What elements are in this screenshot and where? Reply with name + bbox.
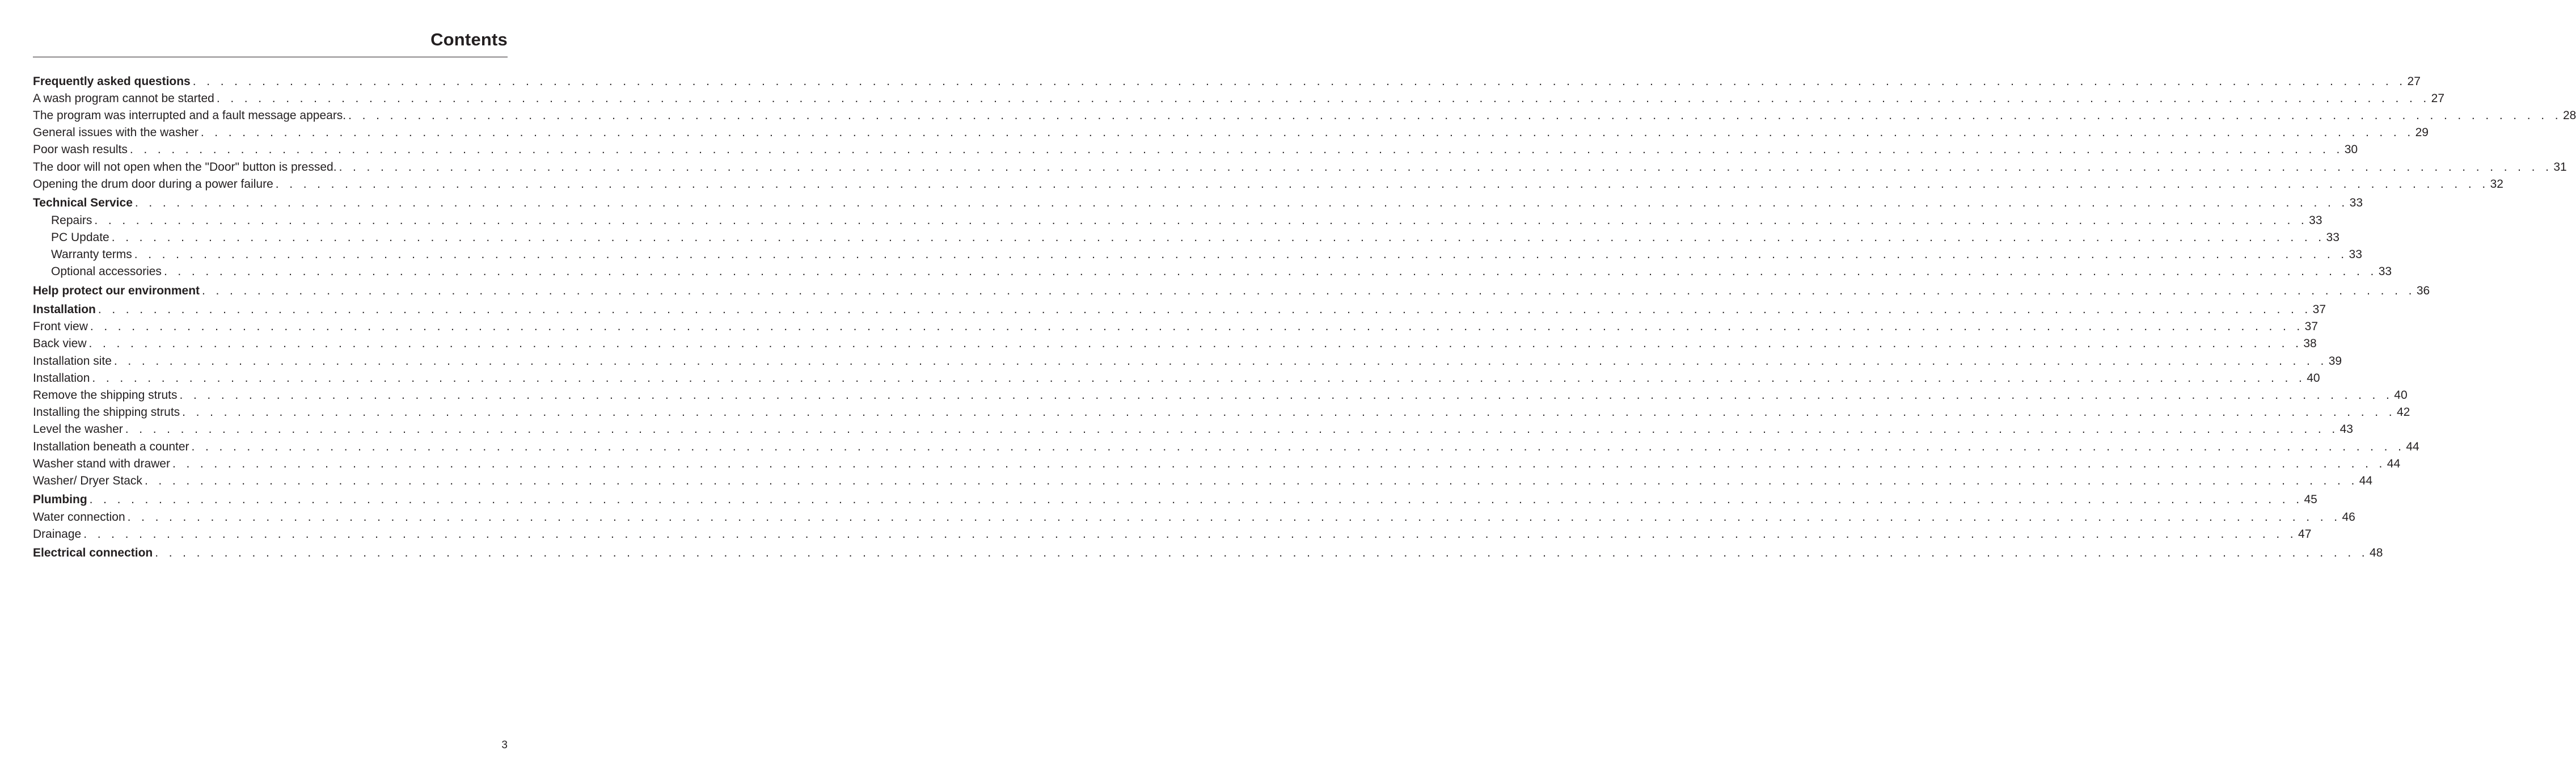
- toc-entry-page-number: 33: [2349, 248, 2362, 261]
- toc-section-entry[interactable]: [33, 301, 2326, 318]
- toc-entry-page-number: 39: [2328, 355, 2342, 368]
- toc-section-entry[interactable]: [33, 283, 2430, 300]
- toc-dot-leader: . . . . . . . . . . . . . . . . . . . . . . . . . . . . . . . . . . . . . . . . . . . . . . . . . . . . . . . . . . . . . . . . . . . . . . . . . . . . . . . . . . . . . . . . . . . . . . . . . . . . . . . . . . . . . . . . . . . . . . . . . . . . . . . . . . . . . . . . . . . . . . . . . . . . . . . . . . . . . . . .: [127, 511, 2341, 524]
- toc-entry-page-number: 42: [2396, 406, 2410, 419]
- toc-entry-label: Optional accessories: [51, 265, 162, 278]
- toc-entry-page-number: 33: [2309, 214, 2322, 227]
- toc-dot-leader: . . . . . . . . . . . . . . . . . . . . . . . . . . . . . . . . . . . . . . . . . . . . . . . . . . . . . . . . . . . . . . . . . . . . . . . . . . . . . . . . . . . . . . . . . . . . . . . . . . . . . . . . . . . . . . . . . . . . . . . . . . . . . . . . . . . . . . . . . . . . . . . . . . . . . . . . . . . . . . . .: [89, 493, 2303, 506]
- toc-entry-label: The door will not open when the "Door" button is pressed.: [33, 161, 337, 174]
- toc-entry-page-number: 27: [2407, 75, 2421, 88]
- toc-entry-page-number: 33: [2349, 196, 2363, 209]
- toc-section-entry[interactable]: [33, 545, 2383, 562]
- toc-entry-label: Repairs: [51, 214, 92, 227]
- toc-entry-label: Installation site: [33, 355, 112, 368]
- page-number: 3: [501, 739, 508, 751]
- toc-dot-leader: . . . . . . . . . . . . . . . . . . . . . . . . . . . . . . . . . . . . . . . . . . . . . . . . . . . . . . . . . . . . . . . . . . . . . . . . . . . . . . . . . . . . . . . . . . . . . . . . . . . . . . . . . . . . . . . . . . . . . . . . . . . . . . . . . . . . . . . . . . . . . . . . . . . . . . . . . . . . . . . .: [83, 528, 2298, 541]
- toc-entry-page-number: 44: [2387, 457, 2401, 470]
- toc-entry[interactable]: [33, 370, 2320, 387]
- page-title: Contents: [430, 30, 508, 49]
- toc-entry-page-number: 45: [2304, 493, 2317, 506]
- toc-dot-leader: . . . . . . . . . . . . . . . . . . . . . . . . . . . . . . . . . . . . . . . . . . . . . . . . . . . . . . . . . . . . . . . . . . . . . . . . . . . . . . . . . . . . . . . . . . . . . . . . . . . . . . . . . . . . . . . . . . . . . . . . . . . . . . . . . . . . . . . . . . . . . . . . . . . . . . . . . . . . . . . .: [339, 161, 2553, 174]
- toc-entry[interactable]: [33, 229, 2339, 246]
- toc-entry[interactable]: [33, 212, 2322, 229]
- toc-entry-label: Technical Service: [33, 196, 133, 209]
- toc-entry-label: Frequently asked questions: [33, 75, 191, 88]
- toc-entry[interactable]: [33, 353, 2342, 370]
- toc-entry[interactable]: [33, 263, 2392, 280]
- toc-entry[interactable]: [33, 246, 2362, 263]
- toc-entry-page-number: 36: [2416, 284, 2430, 297]
- toc-entry-label: The program was interrupted and a fault message appears.: [33, 109, 347, 122]
- toc-entry[interactable]: [33, 526, 2312, 543]
- toc-entry[interactable]: [33, 439, 2419, 456]
- toc-entry-label: Washer/ Dryer Stack: [33, 474, 142, 487]
- toc-entry-label: Installation: [33, 372, 90, 385]
- toc-entry-page-number: 37: [2304, 320, 2319, 333]
- toc-dot-leader: . . . . . . . . . . . . . . . . . . . . . . . . . . . . . . . . . . . . . . . . . . . . . . . . . . . . . . . . . . . . . . . . . . . . . . . . . . . . . . . . . . . . . . . . . . . . . . . . . . . . . . . . . . . . . . . . . . . . . . . . . . . . . . . . . . . . . . . . . . . . . . . . . . . . . . . . . . . . . . . .: [182, 406, 2396, 419]
- toc-section-entry[interactable]: [33, 73, 2421, 90]
- toc-dot-leader: . . . . . . . . . . . . . . . . . . . . . . . . . . . . . . . . . . . . . . . . . . . . . . . . . . . . . . . . . . . . . . . . . . . . . . . . . . . . . . . . . . . . . . . . . . . . . . . . . . . . . . . . . . . . . . . . . . . . . . . . . . . . . . . . . . . . . . . . . . . . . . . . . . . . . . . . . . . . . . . .: [111, 231, 2325, 244]
- toc-entry-page-number: 29: [2415, 126, 2429, 139]
- toc-dot-leader: . . . . . . . . . . . . . . . . . . . . . . . . . . . . . . . . . . . . . . . . . . . . . . . . . . . . . . . . . . . . . . . . . . . . . . . . . . . . . . . . . . . . . . . . . . . . . . . . . . . . . . . . . . . . . . . . . . . . . . . . . . . . . . . . . . . . . . . . . . . . . . . . . . . . . . . . . . . . . . . .: [125, 423, 2339, 436]
- toc-entry-page-number: 46: [2342, 511, 2355, 524]
- toc-entry-page-number: 33: [2378, 265, 2392, 278]
- toc-entry-page-number: 27: [2431, 92, 2445, 105]
- toc-dot-leader: . . . . . . . . . . . . . . . . . . . . . . . . . . . . . . . . . . . . . . . . . . . . . . . . . . . . . . . . . . . . . . . . . . . . . . . . . . . . . . . . . . . . . . . . . . . . . . . . . . . . . . . . . . . . . . . . . . . . . . . . . . . . . . . . . . . . . . . . . . . . . . . . . . . . . . . . . . . . . . . .: [92, 372, 2306, 385]
- toc-entry-page-number: 48: [2370, 546, 2383, 559]
- toc-dot-leader: . . . . . . . . . . . . . . . . . . . . . . . . . . . . . . . . . . . . . . . . . . . . . . . . . . . . . . . . . . . . . . . . . . . . . . . . . . . . . . . . . . . . . . . . . . . . . . . . . . . . . . . . . . . . . . . . . . . . . . . . . . . . . . . . . . . . . . . . . . . . . . . . . . . . . . . . . . . . . . . .: [179, 389, 2393, 402]
- toc-entry-label: Poor wash results: [33, 143, 128, 156]
- toc-dot-leader: . . . . . . . . . . . . . . . . . . . . . . . . . . . . . . . . . . . . . . . . . . . . . . . . . . . . . . . . . . . . . . . . . . . . . . . . . . . . . . . . . . . . . . . . . . . . . . . . . . . . . . . . . . . . . . . . . . . . . . . . . . . . . . . . . . . . . . . . . . . . . . . . . . . . . . . . . . . . . . . .: [191, 440, 2405, 453]
- toc-entry-label: Water connection: [33, 511, 125, 524]
- toc-entry-label: Installing the shipping struts: [33, 406, 180, 419]
- toc-dot-leader: . . . . . . . . . . . . . . . . . . . . . . . . . . . . . . . . . . . . . . . . . . . . . . . . . . . . . . . . . . . . . . . . . . . . . . . . . . . . . . . . . . . . . . . . . . . . . . . . . . . . . . . . . . . . . . . . . . . . . . . . . . . . . . . . . . . . . . . . . . . . . . . . . . . . . . . . . . . . . . . .: [134, 248, 2348, 261]
- toc-entry[interactable]: [33, 159, 2567, 176]
- toc-entry[interactable]: [33, 176, 2503, 193]
- toc-entry-page-number: 32: [2490, 178, 2503, 191]
- toc-entry-label: Washer stand with drawer: [33, 457, 170, 470]
- toc-entry[interactable]: [33, 335, 2317, 352]
- toc-entry-page-number: 44: [2359, 474, 2373, 487]
- toc-entry[interactable]: [33, 509, 2355, 526]
- toc-entry-page-number: 47: [2298, 528, 2312, 541]
- toc-entry-label: Warranty terms: [51, 248, 132, 261]
- toc-entry[interactable]: [33, 404, 2410, 421]
- toc-entry-label: Back view: [33, 337, 87, 350]
- toc-dot-leader: . . . . . . . . . . . . . . . . . . . . . . . . . . . . . . . . . . . . . . . . . . . . . . . . . . . . . . . . . . . . . . . . . . . . . . . . . . . . . . . . . . . . . . . . . . . . . . . . . . . . . . . . . . . . . . . . . . . . . . . . . . . . . . . . . . . . . . . . . . . . . . . . . . . . . . . . . . . . . . . .: [348, 109, 2562, 122]
- toc-entry-label: Help protect our environment: [33, 284, 200, 297]
- toc-entry[interactable]: [33, 107, 2576, 124]
- toc-dot-leader: . . . . . . . . . . . . . . . . . . . . . . . . . . . . . . . . . . . . . . . . . . . . . . . . . . . . . . . . . . . . . . . . . . . . . . . . . . . . . . . . . . . . . . . . . . . . . . . . . . . . . . . . . . . . . . . . . . . . . . . . . . . . . . . . . . . . . . . . . . . . . . . . . . . . . . . . . . . . . . . .: [202, 284, 2415, 297]
- toc-entry-page-number: 38: [2303, 337, 2317, 350]
- toc-dot-leader: . . . . . . . . . . . . . . . . . . . . . . . . . . . . . . . . . . . . . . . . . . . . . . . . . . . . . . . . . . . . . . . . . . . . . . . . . . . . . . . . . . . . . . . . . . . . . . . . . . . . . . . . . . . . . . . . . . . . . . . . . . . . . . . . . . . . . . . . . . . . . . . . . . . . . . . . . . . . . . . .: [155, 546, 2369, 559]
- toc-dot-leader: . . . . . . . . . . . . . . . . . . . . . . . . . . . . . . . . . . . . . . . . . . . . . . . . . . . . . . . . . . . . . . . . . . . . . . . . . . . . . . . . . . . . . . . . . . . . . . . . . . . . . . . . . . . . . . . . . . . . . . . . . . . . . . . . . . . . . . . . . . . . . . . . . . . . . . . . . . . . . . . .: [192, 75, 2406, 88]
- toc-dot-leader: . . . . . . . . . . . . . . . . . . . . . . . . . . . . . . . . . . . . . . . . . . . . . . . . . . . . . . . . . . . . . . . . . . . . . . . . . . . . . . . . . . . . . . . . . . . . . . . . . . . . . . . . . . . . . . . . . . . . . . . . . . . . . . . . . . . . . . . . . . . . . . . . . . . . . . . . . . . . . . . .: [163, 265, 2377, 278]
- toc-entry-label: Installation beneath a counter: [33, 440, 189, 453]
- toc-dot-leader: . . . . . . . . . . . . . . . . . . . . . . . . . . . . . . . . . . . . . . . . . . . . . . . . . . . . . . . . . . . . . . . . . . . . . . . . . . . . . . . . . . . . . . . . . . . . . . . . . . . . . . . . . . . . . . . . . . . . . . . . . . . . . . . . . . . . . . . . . . . . . . . . . . . . . . . . . . . . . . . .: [216, 92, 2430, 105]
- toc-entry[interactable]: [33, 318, 2319, 335]
- toc-entry-page-number: 30: [2344, 143, 2358, 156]
- toc-dot-leader: . . . . . . . . . . . . . . . . . . . . . . . . . . . . . . . . . . . . . . . . . . . . . . . . . . . . . . . . . . . . . . . . . . . . . . . . . . . . . . . . . . . . . . . . . . . . . . . . . . . . . . . . . . . . . . . . . . . . . . . . . . . . . . . . . . . . . . . . . . . . . . . . . . . . . . . . . . . . . . . .: [88, 337, 2303, 350]
- toc-entry[interactable]: [33, 141, 2358, 158]
- toc-entry-label: Installation: [33, 303, 96, 316]
- toc-entry[interactable]: [33, 387, 2408, 404]
- toc-dot-leader: . . . . . . . . . . . . . . . . . . . . . . . . . . . . . . . . . . . . . . . . . . . . . . . . . . . . . . . . . . . . . . . . . . . . . . . . . . . . . . . . . . . . . . . . . . . . . . . . . . . . . . . . . . . . . . . . . . . . . . . . . . . . . . . . . . . . . . . . . . . . . . . . . . . . . . . . . . . . . . . .: [90, 320, 2304, 333]
- toc-dot-leader: . . . . . . . . . . . . . . . . . . . . . . . . . . . . . . . . . . . . . . . . . . . . . . . . . . . . . . . . . . . . . . . . . . . . . . . . . . . . . . . . . . . . . . . . . . . . . . . . . . . . . . . . . . . . . . . . . . . . . . . . . . . . . . . . . . . . . . . . . . . . . . . . . . . . . . . . . . . . . . . .: [113, 355, 2328, 368]
- toc-entry-label: Opening the drum door during a power failure: [33, 178, 273, 191]
- toc-entry-page-number: 40: [2307, 372, 2320, 385]
- toc-dot-leader: . . . . . . . . . . . . . . . . . . . . . . . . . . . . . . . . . . . . . . . . . . . . . . . . . . . . . . . . . . . . . . . . . . . . . . . . . . . . . . . . . . . . . . . . . . . . . . . . . . . . . . . . . . . . . . . . . . . . . . . . . . . . . . . . . . . . . . . . . . . . . . . . . . . . . . . . . . . . . . . .: [144, 474, 2358, 487]
- toc-entry-page-number: 28: [2562, 109, 2576, 122]
- toc-dot-leader: . . . . . . . . . . . . . . . . . . . . . . . . . . . . . . . . . . . . . . . . . . . . . . . . . . . . . . . . . . . . . . . . . . . . . . . . . . . . . . . . . . . . . . . . . . . . . . . . . . . . . . . . . . . . . . . . . . . . . . . . . . . . . . . . . . . . . . . . . . . . . . . . . . . . . . . . . . . . . . . .: [98, 303, 2312, 316]
- toc-dot-leader: . . . . . . . . . . . . . . . . . . . . . . . . . . . . . . . . . . . . . . . . . . . . . . . . . . . . . . . . . . . . . . . . . . . . . . . . . . . . . . . . . . . . . . . . . . . . . . . . . . . . . . . . . . . . . . . . . . . . . . . . . . . . . . . . . . . . . . . . . . . . . . . . . . . . . . . . . . . . . . . .: [172, 457, 2386, 470]
- toc-entry[interactable]: [33, 473, 2373, 490]
- toc-entry-page-number: 40: [2394, 389, 2408, 402]
- toc-dot-leader: . . . . . . . . . . . . . . . . . . . . . . . . . . . . . . . . . . . . . . . . . . . . . . . . . . . . . . . . . . . . . . . . . . . . . . . . . . . . . . . . . . . . . . . . . . . . . . . . . . . . . . . . . . . . . . . . . . . . . . . . . . . . . . . . . . . . . . . . . . . . . . . . . . . . . . . . . . . . . . . .: [94, 214, 2308, 227]
- toc-entry[interactable]: [33, 124, 2429, 141]
- toc-entry-label: PC Update: [51, 231, 109, 244]
- toc-entry-label: Electrical connection: [33, 546, 153, 559]
- toc-entry-label: A wash program cannot be started: [33, 92, 214, 105]
- toc-entry-label: Front view: [33, 320, 88, 333]
- toc-dot-leader: . . . . . . . . . . . . . . . . . . . . . . . . . . . . . . . . . . . . . . . . . . . . . . . . . . . . . . . . . . . . . . . . . . . . . . . . . . . . . . . . . . . . . . . . . . . . . . . . . . . . . . . . . . . . . . . . . . . . . . . . . . . . . . . . . . . . . . . . . . . . . . . . . . . . . . . . . . . . . . . .: [200, 126, 2414, 139]
- toc-entry-label: General issues with the washer: [33, 126, 199, 139]
- toc-dot-leader: . . . . . . . . . . . . . . . . . . . . . . . . . . . . . . . . . . . . . . . . . . . . . . . . . . . . . . . . . . . . . . . . . . . . . . . . . . . . . . . . . . . . . . . . . . . . . . . . . . . . . . . . . . . . . . . . . . . . . . . . . . . . . . . . . . . . . . . . . . . . . . . . . . . . . . . . . . . . . . . .: [129, 143, 2343, 156]
- toc-entry[interactable]: [33, 456, 2401, 473]
- toc-entry-label: Level the washer: [33, 423, 123, 436]
- toc-entry-label: Plumbing: [33, 493, 87, 506]
- toc-entry-page-number: 37: [2312, 303, 2326, 316]
- toc-dot-leader: . . . . . . . . . . . . . . . . . . . . . . . . . . . . . . . . . . . . . . . . . . . . . . . . . . . . . . . . . . . . . . . . . . . . . . . . . . . . . . . . . . . . . . . . . . . . . . . . . . . . . . . . . . . . . . . . . . . . . . . . . . . . . . . . . . . . . . . . . . . . . . . . . . . . . . . . . . . . . . . .: [275, 178, 2489, 191]
- toc-entry-label: Remove the shipping struts: [33, 389, 178, 402]
- toc-entry-page-number: 33: [2326, 231, 2339, 244]
- table-of-contents: [33, 0, 2576, 767]
- toc-entry-page-number: 43: [2339, 423, 2353, 436]
- toc-entry[interactable]: [33, 90, 2445, 107]
- toc-entry[interactable]: [33, 421, 2353, 438]
- toc-section-entry[interactable]: [33, 491, 2317, 508]
- toc-entry-page-number: 31: [2553, 161, 2567, 174]
- toc-entry-label: Drainage: [33, 528, 82, 541]
- toc-entry-page-number: 44: [2406, 440, 2419, 453]
- toc-section-entry[interactable]: [33, 195, 2363, 212]
- toc-dot-leader: . . . . . . . . . . . . . . . . . . . . . . . . . . . . . . . . . . . . . . . . . . . . . . . . . . . . . . . . . . . . . . . . . . . . . . . . . . . . . . . . . . . . . . . . . . . . . . . . . . . . . . . . . . . . . . . . . . . . . . . . . . . . . . . . . . . . . . . . . . . . . . . . . . . . . . . . . . . . . . . .: [134, 196, 2349, 209]
